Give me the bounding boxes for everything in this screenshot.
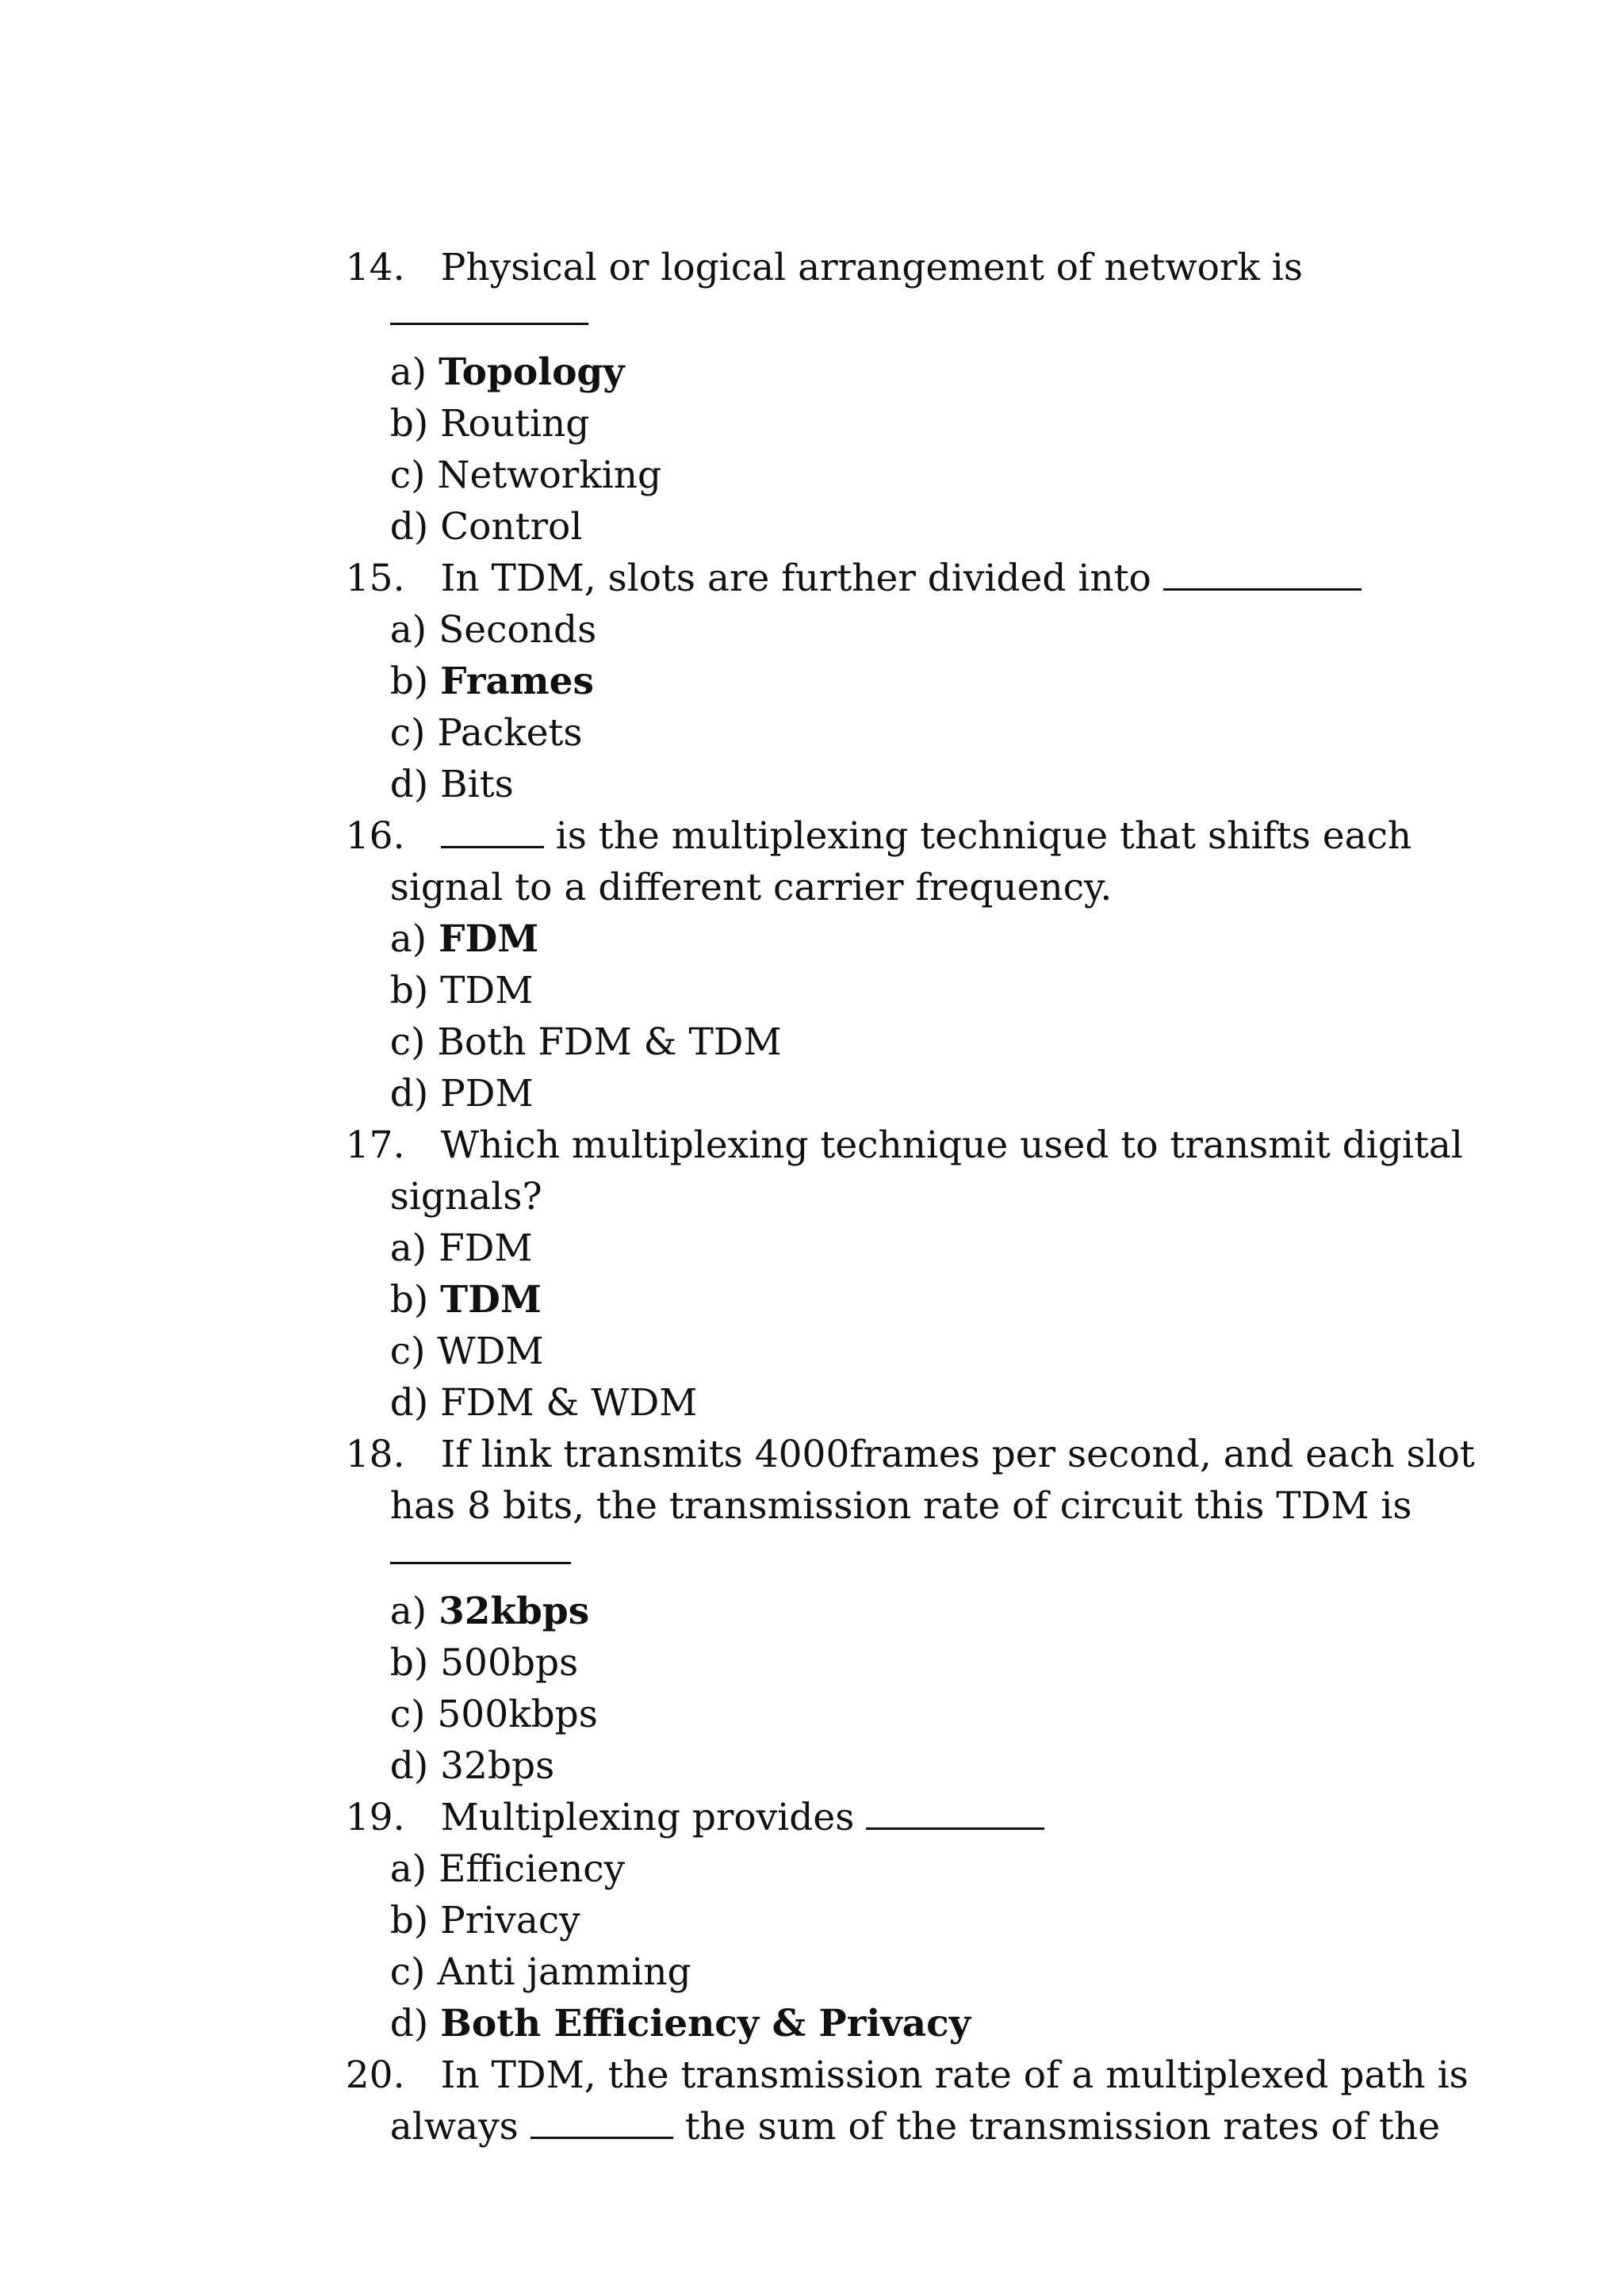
question-text-continued [343, 2056, 1440, 2198]
question-text: If link transmits 4000frames per second, and each slot [440, 1433, 1475, 1476]
question-text: the sum of the transmission rates of the [684, 2105, 1441, 2149]
option-letter: a) [389, 1590, 427, 1633]
option-text: Both FDM & TDM [437, 1020, 782, 1064]
option-text: PDM [440, 1072, 534, 1115]
option-letter: c) [389, 1693, 426, 1736]
option-text: Control [440, 505, 583, 549]
option-letter: d) [389, 505, 429, 549]
option-text: Seconds [439, 608, 597, 652]
option-letter: d) [389, 1744, 429, 1788]
option-letter: b) [389, 1641, 429, 1685]
option-letter: a) [389, 917, 427, 961]
option-text: Networking [437, 453, 662, 497]
option-text: 500bps [440, 1641, 579, 1685]
question-text: has 8 bits, the transmission rate of circuit this TDM is [389, 1484, 1412, 1528]
question-text: signal to a different carrier frequency. [389, 866, 1113, 909]
question-number: 18. [345, 1433, 405, 1476]
option-text-correct: TDM [440, 1278, 542, 1322]
question-number: 17. [345, 1123, 405, 1167]
option-text: FDM [439, 1226, 533, 1270]
option-letter: a) [389, 350, 427, 394]
option-text: WDM [437, 1330, 544, 1373]
option-text: Efficiency [439, 1847, 626, 1891]
option-letter: c) [389, 711, 426, 755]
option-letter: b) [389, 402, 429, 446]
question-text: Physical or logical arrangement of network is [440, 246, 1303, 289]
option-text: Packets [437, 711, 583, 755]
option-text: TDM [440, 969, 534, 1012]
option-letter: b) [389, 1899, 429, 1942]
option-text-correct: Both Efficiency & Privacy [440, 2002, 971, 2045]
option-text-correct: 32kbps [439, 1590, 590, 1633]
option-letter: a) [389, 1226, 427, 1270]
answer-blank [866, 1796, 1044, 1830]
option-text: FDM & WDM [440, 1381, 698, 1425]
option-text: 500kbps [437, 1693, 598, 1736]
option-text-correct: Frames [440, 660, 595, 703]
option-letter: a) [389, 1847, 427, 1891]
option-letter: a) [389, 608, 427, 652]
question-number: 20. [345, 2053, 405, 2097]
question-text: Which multiplexing technique used to transmit digital [440, 1123, 1463, 1167]
question-text: Multiplexing provides [440, 1796, 855, 1839]
option-letter: b) [389, 1278, 429, 1322]
option-letter: c) [389, 453, 426, 497]
option-letter: b) [389, 660, 429, 703]
option-text: Routing [440, 402, 590, 446]
question-number: 14. [345, 246, 405, 289]
option-text-correct: Topology [439, 350, 625, 394]
answer-blank [530, 2105, 673, 2139]
option-text: Anti jamming [437, 1950, 691, 1994]
option-letter: c) [389, 1020, 426, 1064]
option-letter: d) [389, 2002, 429, 2045]
option-text-correct: FDM [439, 917, 539, 961]
option-letter: d) [389, 1072, 429, 1115]
question-number: 19. [345, 1796, 405, 1839]
option-text: Privacy [440, 1899, 580, 1942]
option-letter: d) [389, 763, 429, 806]
option-text: Bits [440, 763, 514, 806]
option-letter: d) [389, 1381, 429, 1425]
question-number: 15. [345, 557, 405, 600]
option-letter: b) [389, 969, 429, 1012]
question-text: signals? [389, 1175, 542, 1219]
question-text: In TDM, the transmission rate of a multiplexed path is [440, 2053, 1469, 2097]
option-letter: c) [389, 1950, 426, 1994]
option-letter: c) [389, 1330, 426, 1373]
question-text: In TDM, slots are further divided into [440, 557, 1151, 600]
question-number: 16. [345, 814, 405, 858]
question-text: is the multiplexing technique that shifts each [555, 814, 1412, 858]
question-text: always [389, 2105, 519, 2149]
answer-blank [1163, 557, 1362, 591]
option-text: 32bps [440, 1744, 555, 1788]
